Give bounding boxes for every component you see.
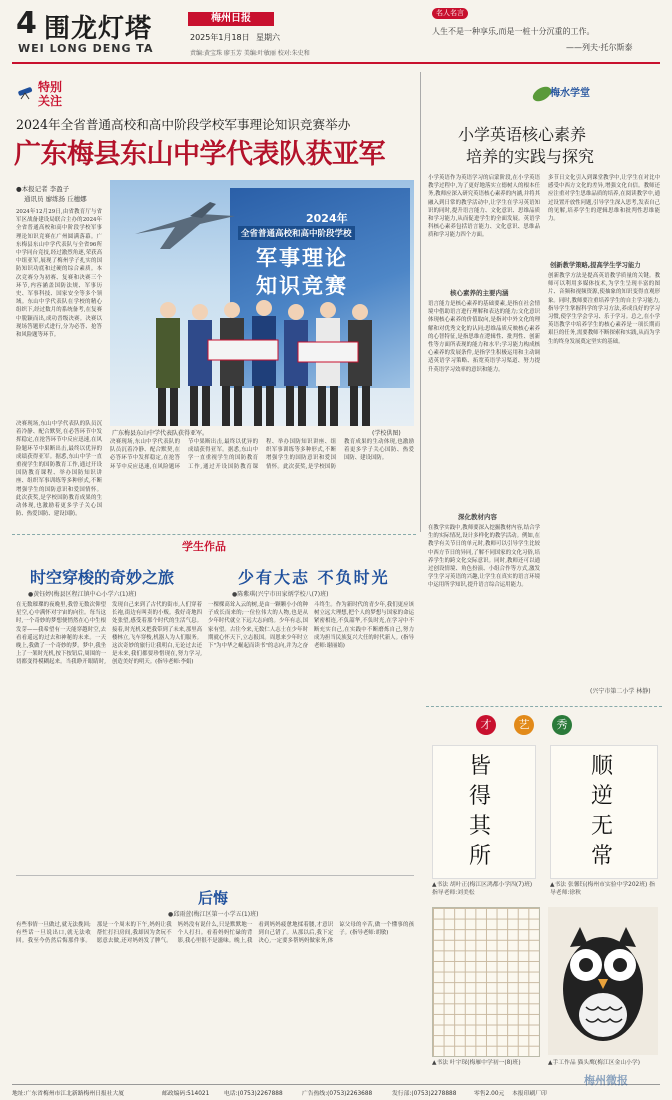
poster-line-3: 军事理论 [256,246,348,270]
life-tag [182,535,226,554]
footer [12,1084,660,1099]
masthead-divider [12,62,660,64]
watermark: 梅州微报 [584,1074,628,1087]
photo-caption: 广东梅县东山中学代表队获得亚军。 [112,430,209,437]
section-life [12,534,416,1083]
right-body-1: 小学英语作为英语学习的启蒙阶段,在小学英语教学过程中,为了更好地落实立德树人的根本任务,教师应深入研究英语核心素养的内涵,并将其融入到日常的教学活动中,让学生在学习英语知识的同时,提升语言能力、文化意识、思维品质和学习能力,从而促进学生的全面发展。英语学科核心素养包括语言能力、文化意识、思维品质和学习能力四个方面。 [428,175,540,239]
footer-printer: 本报印刷厂印 [512,1091,547,1097]
right-sub-2: 深化教材内容 [458,513,497,521]
footer-fax: 广告热线:(0753)2263688 [302,1091,373,1097]
right-author: (兴宁市第二小学 林静) [590,688,651,695]
weekday: 星期六 [256,33,280,42]
column-divider [420,72,421,532]
right-body-2: 语言能力是核心素养的基础要素,是指在社会情境中借助语言进行理解和表达的能力;文化意识体现核心素养的价值取向,是指对中外文化的理解和对优秀文化的认同;思维品质反映核心素养的心智特征,是指思维在逻辑性、批判性、创新性等方面所表现的能力和水平;学习能力构成核心素养的发展条件,是指学生积极运用和主动调适英语学习策略、拓宽英语学习渠道、努力提升英语学习效率的意识和能力。 [428,301,540,373]
owl-icon [548,907,658,1055]
paper-logo [188,12,274,26]
footer-price: 零售2.00元 [474,1091,505,1097]
motto-author: ——列夫·托尔斯泰 [566,43,633,52]
footer-phone-1: 电话:(0753)2267888 [224,1091,283,1097]
section-tag-label: 梅水学堂 [550,88,590,99]
life-tag-label: 学生作品 [182,540,226,553]
motto-tag: 名人名言 [432,8,468,19]
art-tag-1: 才 [476,715,496,735]
calligraphy-artwork-2 [550,745,658,879]
team-people [148,290,398,426]
story-2-body: 一棵棵高耸入云的树,是由一颗颗小小的种子成长而来的;一位位伟大的人物,也是从少年时代就立下远大志向的。少年有志,国家有望。古往今来,无数仁人志士在少年时期就心怀天下,立志报国。周恩来少年时立下"为中华之崛起而读书"的志向,并为之奋斗终生。作为新时代的青少年,我们更应该树立远大理想,把个人的梦想与国家的命运紧密相连,不负韶华,不负时光,在学习中不断充实自己,在实践中不断磨炼自己,努力成为担当民族复兴大任的时代新人。(指导老师:谢丽娟) [208,602,414,650]
poster-line-1: 2024年 [306,212,348,225]
story-3-title: 后悔 [198,889,229,907]
right-body-4: 多节日文化引入到课堂教学中,让学生在对比中感受中西方文化的差异,增强文化自信。教师还应注重对学生思维品质的培养,在阅读教学中,通过设置开放性问题,引导学生深入思考,发表自己的见解,培养学生的逻辑思维和批判性思维能力。 [548,175,660,223]
story-3-body: 有些事情一旦做过,就无法挽回;有些话一旦说出口,就无法收回。我至今仍然后悔那件事。那是一个周末的下午,妈妈让我帮忙打扫房间,我却因为贪玩不愿意去做,还对妈妈发了脾气。妈妈没有说什么,只是默默地一个人打扫。看着妈妈忙碌的背影,我心里很不是滋味。晚上,我看到妈妈疲惫地揉着腰,才意识到自己错了。从那以后,我下定决心,一定要多帮妈妈做家务,体谅父母的辛苦,做一个懂事的孩子。(指导老师:胡敏) [16,922,414,945]
right-headline-1: 小学英语核心素养 [458,125,587,144]
editors: 责编:黄宝珠 廖玉芳 美编:叶敏丽 校对:朱史和 [190,50,310,57]
article-headline: 广东梅县东山中学代表队获亚军 [14,139,385,170]
article-right [426,72,662,702]
footer-phone-2: 发行部:(0753)2278888 [392,1091,457,1097]
article-photo [110,180,414,426]
article-main [12,72,416,518]
art-tag-2: 艺 [514,715,534,735]
right-body-5: 创新教学方法是提高英语教学质量的关键。教师可以利用多媒体技术,为学生呈现丰富的图片、音频和视频资源,使抽象的知识变得直观形象。同时,教师要注重培养学生的自主学习能力,指导学生掌握科学的学习方法,养成良好的学习习惯,使学生学会学习、乐于学习。总之,在小学英语教学中培养学生的核心素养是一项长期而艰巨的任务,需要教师不断探索和实践,从而为学生的终身发展奠定坚实的基础。 [548,273,660,345]
page-number: 4 [16,6,37,41]
poster-line-2: 全省普通高校和高中阶段学校 [238,226,355,240]
calligraphy-grid-artwork [432,907,540,1057]
motto: 人生不是一种享乐,而是一桩十分沉重的工作。 [432,27,595,36]
calligraphy-text-2: 顺逆无常 [591,754,614,869]
art-caption-3: ▲书法 叶宇琛(梅雁中学初一(8)班) [432,1060,521,1066]
calligraphy-text-1: 皆得其所 [469,754,492,869]
right-body-3: 在教学实践中,教师要深入挖掘教材内容,结合学生的实际情况,设计多样化的教学活动。例如,在教学有关节日的单元时,教师可以引导学生比较中西方节日的异同,了解不同国家的文化习俗,培养学生的跨文化交际意识。同时,教师还可以通过创设情境、角色扮演、小组合作等方式,激发学生学习英语的兴趣,让学生在真实的语言环境中运用所学知识,提升语言综合运用能力。 [428,525,540,589]
article-subtitle: 2024年全省普通高校和高中阶段学校军事理论知识竞赛举办 [16,117,351,132]
paper-name: 梅州日报 [211,13,251,24]
art-caption-2: ▲书法 张馨钰(梅州市实验中学202班) 指导老师:徐秋 [550,882,655,896]
article-body-left: 2024年12月29日,由省教育厅与省军区战备建设局联合主办的2024年全省普通高校和高中阶段学校军事理论知识竞赛在广州圆满落幕。广东梅县东山中学代表队与全省96所中学同台竞技,经过激烈角逐,荣获高中组亚军,展现了梅州学子扎实的国防知识功底和过硬的综合素质。本次竞赛分为初赛、复赛和决赛三个环节,内容涵盖国防法规、军事历史、军事科技、国家安全等多个领域。东山中学代表队在学校的精心组织下,经过数月的系统备考,在复赛中脱颖而出,成功晋级决赛。决赛以现场答题形式进行,分为必答、抢答和风险题等环节。 [16,209,102,339]
art-caption-4: ▲手工作品 猫头鹰(梅江区金山小学) [548,1060,640,1066]
article-body-bottom: 决赛现场,东山中学代表队的队员沉着冷静、配合默契,在必答环节中发挥稳定,在抢答环节中反应迅速,在风险题环节中果断出击,最终以优异的成绩获得亚军。据悉,东山中学一直重视学生的国防教育工作,通过开设国防教育课程、举办国防知识讲座、组织军事训练等多种形式,不断增强学生的国防意识和爱国情怀。此次获奖,是学校国防教育成果的生动体现,也激励着更多学子关心国防、热爱国防、建设国防。 [16,421,102,518]
date: 2025年1月18日 [190,33,250,42]
story-1-title: 时空穿梭的奇妙之旅 [30,568,175,587]
poster-line-4: 知识竞赛 [256,274,348,298]
footer-postcode: 邮政编码:514021 [162,1091,210,1097]
masthead [0,0,672,70]
footer-address: 地址:广东省梅州市江北新路梅州日报社大厦 [12,1091,125,1097]
story-1-author: ●黄钰婷(梅县区程江镇中心小学六(1)班) [28,591,137,598]
article-body-bottom-2: 决赛现场,东山中学代表队的队员沉着冷静、配合默契,在必答环节中发挥稳定,在抢答环节中反应迅速,在风险题环节中果断出击,最终以优异的成绩获得亚军。据悉,东山中学一直重视学生的国防教育工作,通过开设国防教育课程、举办国防知识讲座、组织军事训练等多种形式,不断增强学生的国防意识和爱国情怀。此次获奖,是学校国防教育成果的生动体现,也激励着更多学子关心国防、热爱国防、建设国防。 [110,439,414,470]
right-sub-1: 核心素养的主要内涵 [450,289,509,297]
section-tag-right [530,78,590,108]
art-tag-3: 秀 [552,715,572,735]
story-1-body: 在无数璀璨的夜晚里,我曾无数次仰望星空,心中满怀对宇宙的向往。每当这时,一个奇妙的梦想便悄然在心中生根发芽——我希望有一天能穿越时空,去看看遥远的过去和神秘的未来。一天晚上,我做了一个奇妙的梦。梦中,我坐上了一架时光机,按下按钮后,周围的一切都变得模糊起来。当我睁开眼睛时,发现自己来到了古代的街市,人们穿着长袍,街边有叫卖的小贩。我好奇地四处张望,感受着那个时代的生活气息。接着,时光机又把我带到了未来,那里高楼林立,飞车穿梭,机器人为人们服务。这次奇妙的旅行让我明白,无论过去还是未来,我们都要珍惜现在,努力学习,创造美好的明天。(指导老师:李娟) [16,602,202,666]
kicker-tag-1: 特别 [38,80,63,94]
byline-1: ●本报记者 李盈子 [16,185,70,193]
life-divider [16,875,414,876]
column-pinyin: WEI LONG DENG TA [18,42,154,55]
photo-credit: (学校供图) [372,430,401,437]
right-sub-3: 创新教学策略,提高学生学习能力 [550,262,641,269]
right-headline-2: 培养的实践与探究 [466,147,595,166]
kicker-tag-2: 关注 [38,94,63,108]
story-3-author: ●邱雨萱(梅江区第一小学五(1)班) [168,911,259,918]
story-2-author: ●陈紫琪(兴宁市田家炳学校八(7)班) [232,591,329,598]
art-caption-1: ▲书法 胡叶正(梅江区鸿都小学四(7)班) 指导老师:刘美松 [432,882,533,896]
owl-craft-artwork [548,907,658,1055]
jet-icon [130,194,240,258]
story-2-title: 少有大志 不负时光 [238,568,390,587]
column-name: 围龙灯塔 [44,14,153,44]
byline-2: 通讯员 廖练扬 丘穗娜 [24,195,87,203]
section-art [426,706,662,1083]
calligraphy-artwork-1 [432,745,536,879]
telescope-icon [16,84,34,98]
art-tags [476,715,616,737]
